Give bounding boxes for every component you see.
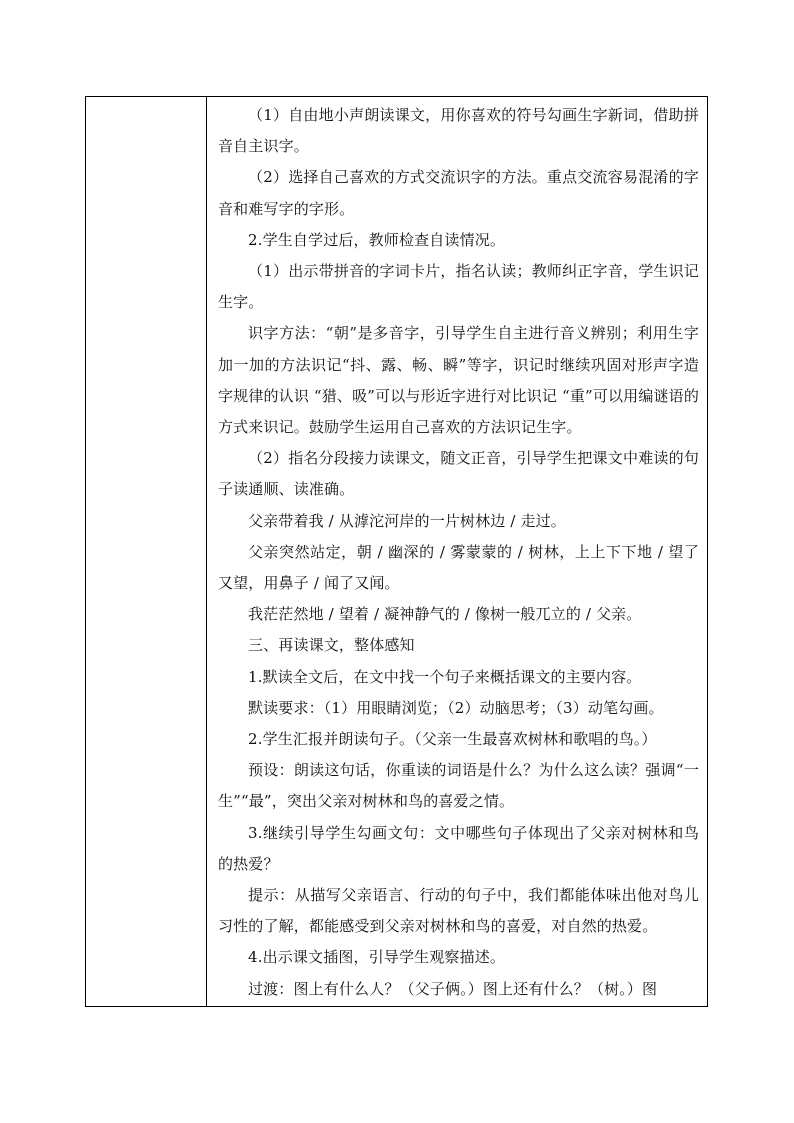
paragraph: （1）自由地小声朗读课文，用你喜欢的符号勾画生字新词，借助拼音自主识字。 xyxy=(218,106,699,156)
paragraph: 识字方法：“朝”是多音字，引导学生自主进行音义辨别；利用生字加一加的方法识记“抖、露、畅、瞬”等字，识记时继续巩固对形声字造字规律的认识 “猎、吸”可以与形近字进行对比识记 “重”可以用编谜语的方式来识记。鼓励学生运用自己喜欢的方法识记生字。 xyxy=(218,324,699,437)
paragraph: 1.默读全文后，在文中找一个句子来概括课文的主要内容。 xyxy=(248,667,642,686)
lesson-table xyxy=(85,96,708,1007)
section-heading: 三、再读课文，整体感知 xyxy=(248,636,415,655)
sentence-reading-item: 我茫茫然地 / 望着 / 凝神静气的 / 像树一般兀立的 / 父亲。 xyxy=(248,605,642,624)
paragraph: 2.学生自学过后，教师检查自读情况。 xyxy=(248,230,506,249)
table-content-cell xyxy=(207,97,707,1006)
table-left-cell xyxy=(86,97,207,1006)
sentence-reading-item: 父亲带着我 / 从滹沱河岸的一片树林边 / 走过。 xyxy=(248,511,566,530)
paragraph: 过渡：图上有什么人？（父子俩。）图上还有什么？（树。）图 xyxy=(248,979,658,998)
paragraph: 3.继续引导学生勾画文句：文中哪些句子体现出了父亲对树林和鸟的热爱？ xyxy=(218,823,699,873)
paragraph: 2.学生汇报并朗读句子。（父亲一生最喜欢树林和歌唱的鸟。） xyxy=(248,730,657,749)
paragraph: （1）出示带拼音的字词卡片，指名认读；教师纠正字音，学生识记生字。 xyxy=(218,262,699,312)
lesson-text xyxy=(207,97,707,1005)
paragraph: 默读要求：（1）用眼睛浏览；（2）动脑思考；（3）动笔勾画。 xyxy=(248,698,664,717)
paragraph: （2）指名分段接力读课文，随文正音，引导学生把课文中难读的句子读通顺、读准确。 xyxy=(218,449,699,499)
paragraph: （2）选择自己喜欢的方式交流识字的方法。重点交流容易混淆的字音和难写字的字形。 xyxy=(218,168,699,218)
sentence-reading-item: 父亲突然站定，朝 / 幽深的 / 雾蒙蒙的 / 树林，上上下下地 / 望了又望，用鼻子 / 闻了又闻。 xyxy=(218,542,699,593)
paragraph: 预设：朗读这句话，你重读的词语是什么？为什么这么读？强调“一生”“最”，突出父亲对树林和鸟的喜爱之情。 xyxy=(218,761,699,811)
paragraph: 4.出示课文插图，引导学生观察描述。 xyxy=(248,948,506,967)
paragraph: 提示：从描写父亲语言、行动的句子中，我们都能体味出他对鸟儿习性的了解，都能感受到父亲对树林和鸟的喜爱，对自然的热爱。 xyxy=(218,886,699,936)
